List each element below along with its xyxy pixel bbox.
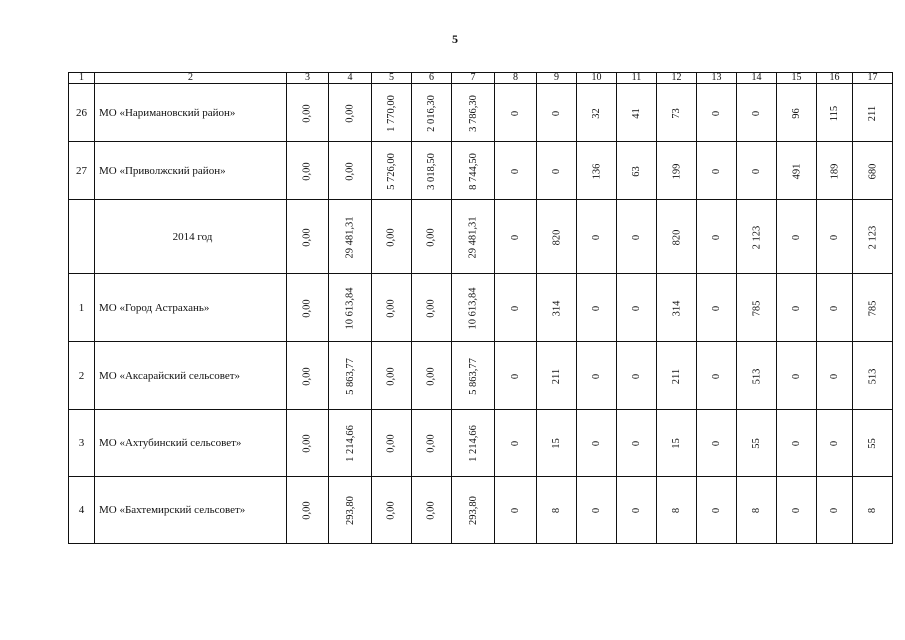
value-text: 0,00 bbox=[426, 227, 437, 247]
value-cell bbox=[777, 477, 817, 544]
value-cell bbox=[577, 200, 617, 274]
value-cell bbox=[452, 142, 495, 200]
value-cell bbox=[697, 477, 737, 544]
value-text: 0,00 bbox=[344, 103, 356, 123]
value-cell bbox=[329, 274, 372, 342]
value-cell bbox=[577, 84, 617, 142]
value-cell bbox=[452, 84, 495, 142]
value-cell bbox=[537, 342, 577, 410]
value-text: 5 863,77 bbox=[344, 357, 356, 395]
value-text: 0,00 bbox=[302, 366, 313, 386]
header-cell: 2 bbox=[95, 73, 287, 84]
value-cell bbox=[617, 142, 657, 200]
value-text: 15 bbox=[671, 438, 682, 449]
value-cell bbox=[853, 84, 893, 142]
value-text: 0,00 bbox=[386, 227, 397, 247]
value-text: 680 bbox=[867, 163, 878, 179]
value-text: 0 bbox=[711, 168, 722, 174]
value-cell bbox=[697, 142, 737, 200]
value-text: 0,00 bbox=[344, 161, 356, 181]
header-cell: 15 bbox=[777, 73, 817, 84]
value-cell bbox=[372, 274, 412, 342]
value-cell bbox=[657, 342, 697, 410]
value-text: 2 123 bbox=[867, 225, 878, 249]
value-cell bbox=[577, 410, 617, 477]
value-cell bbox=[452, 200, 495, 274]
value-cell bbox=[777, 84, 817, 142]
value-cell bbox=[329, 477, 372, 544]
value-cell bbox=[817, 477, 853, 544]
value-cell bbox=[657, 142, 697, 200]
value-cell bbox=[495, 142, 537, 200]
value-cell bbox=[853, 200, 893, 274]
value-text: 8 bbox=[751, 507, 762, 514]
value-text: 8 bbox=[671, 507, 682, 514]
row-number-cell: 27 bbox=[69, 142, 95, 200]
value-cell bbox=[617, 200, 657, 274]
value-cell bbox=[537, 274, 577, 342]
value-text: 73 bbox=[671, 107, 682, 119]
value-cell bbox=[372, 477, 412, 544]
value-text: 0 bbox=[591, 234, 602, 240]
value-text: 63 bbox=[631, 165, 642, 177]
value-text: 0 bbox=[711, 110, 722, 116]
value-text: 3 786,30 bbox=[467, 94, 479, 132]
row-number-cell bbox=[69, 200, 95, 274]
value-cell bbox=[853, 477, 893, 544]
value-text: 55 bbox=[751, 438, 762, 449]
value-text: 0,00 bbox=[302, 501, 313, 520]
value-cell bbox=[853, 410, 893, 477]
header-cell: 1 bbox=[69, 73, 95, 84]
value-cell bbox=[737, 84, 777, 142]
value-cell bbox=[737, 274, 777, 342]
table-row bbox=[69, 84, 893, 142]
value-cell bbox=[452, 410, 495, 477]
value-text: 8 bbox=[551, 507, 562, 514]
value-text: 0 bbox=[510, 110, 521, 116]
header-cell: 12 bbox=[657, 73, 697, 84]
value-text: 0 bbox=[791, 234, 802, 240]
value-text: 29 481,31 bbox=[344, 216, 356, 258]
value-text: 96 bbox=[791, 107, 802, 119]
value-cell bbox=[412, 200, 452, 274]
value-cell bbox=[657, 274, 697, 342]
value-cell bbox=[412, 410, 452, 477]
value-cell bbox=[577, 274, 617, 342]
row-number-cell: 26 bbox=[69, 84, 95, 142]
value-cell bbox=[697, 342, 737, 410]
value-text: 0 bbox=[591, 373, 602, 379]
value-text: 0,00 bbox=[302, 227, 313, 247]
header-cell: 4 bbox=[329, 73, 372, 84]
value-cell bbox=[817, 142, 853, 200]
value-cell bbox=[452, 342, 495, 410]
value-text: 820 bbox=[551, 229, 562, 245]
value-cell bbox=[657, 84, 697, 142]
municipality-name-cell: 2014 год bbox=[95, 200, 287, 274]
municipality-name-cell: МО «Приволжский район» bbox=[95, 142, 287, 200]
value-cell bbox=[372, 200, 412, 274]
value-text: 55 bbox=[867, 438, 878, 449]
value-text: 785 bbox=[867, 300, 878, 316]
value-cell bbox=[412, 142, 452, 200]
value-text: 1 214,66 bbox=[467, 425, 479, 462]
value-cell bbox=[777, 274, 817, 342]
value-text: 0 bbox=[791, 440, 802, 447]
value-text: 0 bbox=[631, 234, 642, 240]
value-cell bbox=[657, 477, 697, 544]
value-cell bbox=[329, 410, 372, 477]
value-cell bbox=[817, 342, 853, 410]
value-cell bbox=[617, 84, 657, 142]
value-text: 0 bbox=[551, 168, 562, 174]
value-text: 0 bbox=[751, 110, 762, 116]
table-row bbox=[69, 200, 893, 274]
value-cell bbox=[697, 274, 737, 342]
value-cell bbox=[657, 200, 697, 274]
value-text: 199 bbox=[671, 163, 682, 179]
row-number-cell: 3 bbox=[69, 410, 95, 477]
value-text: 820 bbox=[671, 229, 682, 245]
value-text: 10 613,84 bbox=[344, 287, 356, 329]
value-cell bbox=[697, 84, 737, 142]
value-text: 0 bbox=[791, 507, 802, 514]
value-text: 785 bbox=[751, 300, 762, 316]
value-cell bbox=[412, 342, 452, 410]
value-cell bbox=[657, 410, 697, 477]
value-text: 0 bbox=[631, 507, 642, 514]
value-cell bbox=[537, 200, 577, 274]
value-text: 0,00 bbox=[386, 366, 397, 386]
value-text: 0 bbox=[510, 507, 521, 514]
header-cell: 14 bbox=[737, 73, 777, 84]
value-text: 5 863,77 bbox=[467, 357, 479, 395]
value-cell bbox=[697, 410, 737, 477]
municipality-name-cell: МО «Аксарайский сельсовет» bbox=[95, 342, 287, 410]
value-cell bbox=[537, 84, 577, 142]
value-text: 0 bbox=[711, 373, 722, 379]
value-text: 0,00 bbox=[386, 298, 397, 318]
table-row bbox=[69, 477, 893, 544]
value-cell bbox=[287, 342, 329, 410]
value-text: 513 bbox=[751, 368, 762, 384]
value-text: 0 bbox=[510, 234, 521, 240]
value-cell bbox=[537, 142, 577, 200]
value-cell bbox=[372, 142, 412, 200]
municipality-name-cell: МО «Бахтемирский сельсовет» bbox=[95, 477, 287, 544]
value-text: 0 bbox=[510, 168, 521, 174]
value-cell bbox=[329, 342, 372, 410]
row-number-cell: 2 bbox=[69, 342, 95, 410]
value-text: 0 bbox=[510, 440, 521, 447]
value-text: 0 bbox=[631, 305, 642, 311]
value-cell bbox=[495, 274, 537, 342]
value-text: 0 bbox=[829, 234, 840, 240]
header-cell: 13 bbox=[697, 73, 737, 84]
value-text: 0 bbox=[510, 373, 521, 379]
value-cell bbox=[329, 142, 372, 200]
value-text: 0,00 bbox=[426, 501, 437, 520]
value-text: 0 bbox=[829, 305, 840, 311]
value-text: 0 bbox=[591, 305, 602, 311]
value-text: 491 bbox=[791, 163, 802, 179]
header-cell: 3 bbox=[287, 73, 329, 84]
value-text: 314 bbox=[671, 300, 682, 316]
column-number-row bbox=[69, 73, 893, 84]
value-text: 136 bbox=[591, 163, 602, 179]
value-cell bbox=[372, 342, 412, 410]
value-cell bbox=[329, 84, 372, 142]
value-text: 0 bbox=[631, 440, 642, 447]
value-text: 29 481,31 bbox=[467, 216, 479, 258]
value-text: 0,00 bbox=[426, 366, 437, 386]
value-cell bbox=[617, 342, 657, 410]
row-number-cell: 4 bbox=[69, 477, 95, 544]
value-cell bbox=[737, 410, 777, 477]
header-cell: 11 bbox=[617, 73, 657, 84]
header-cell: 10 bbox=[577, 73, 617, 84]
value-text: 211 bbox=[867, 105, 878, 121]
value-text: 0,00 bbox=[386, 434, 397, 453]
value-text: 0,00 bbox=[426, 434, 437, 453]
value-text: 10 613,84 bbox=[467, 287, 479, 329]
value-text: 0,00 bbox=[302, 434, 313, 453]
value-cell bbox=[737, 200, 777, 274]
value-cell bbox=[737, 477, 777, 544]
value-cell bbox=[817, 84, 853, 142]
value-text: 0 bbox=[711, 305, 722, 311]
municipality-name-cell: МО «Наримановский район» bbox=[95, 84, 287, 142]
value-text: 0 bbox=[631, 373, 642, 379]
value-cell bbox=[737, 142, 777, 200]
value-text: 211 bbox=[671, 368, 682, 384]
header-cell: 9 bbox=[537, 73, 577, 84]
value-cell bbox=[617, 274, 657, 342]
value-cell bbox=[495, 84, 537, 142]
header-cell: 7 bbox=[452, 73, 495, 84]
data-table bbox=[68, 72, 893, 544]
value-cell bbox=[737, 342, 777, 410]
value-cell bbox=[777, 410, 817, 477]
value-text: 0 bbox=[751, 168, 762, 174]
value-cell bbox=[452, 477, 495, 544]
value-text: 0,00 bbox=[386, 501, 397, 520]
value-text: 0 bbox=[711, 234, 722, 240]
value-cell bbox=[412, 477, 452, 544]
value-text: 41 bbox=[631, 107, 642, 119]
value-cell bbox=[853, 342, 893, 410]
value-cell bbox=[577, 142, 617, 200]
value-cell bbox=[287, 142, 329, 200]
value-text: 314 bbox=[551, 300, 562, 316]
value-cell bbox=[617, 477, 657, 544]
value-text: 189 bbox=[829, 163, 840, 179]
value-text: 1 770,00 bbox=[386, 94, 397, 132]
value-text: 3 018,50 bbox=[426, 152, 437, 190]
table-row bbox=[69, 274, 893, 342]
value-cell bbox=[372, 84, 412, 142]
value-cell bbox=[817, 200, 853, 274]
value-cell bbox=[452, 274, 495, 342]
value-text: 293,80 bbox=[467, 496, 479, 525]
row-number-cell: 1 bbox=[69, 274, 95, 342]
value-text: 0 bbox=[711, 507, 722, 514]
value-text: 0 bbox=[829, 373, 840, 379]
value-cell bbox=[537, 477, 577, 544]
value-text: 0 bbox=[510, 305, 521, 311]
value-cell bbox=[372, 410, 412, 477]
value-text: 2 123 bbox=[751, 225, 762, 249]
value-cell bbox=[287, 200, 329, 274]
value-cell bbox=[817, 410, 853, 477]
value-text: 15 bbox=[551, 438, 562, 449]
value-text: 0,00 bbox=[302, 103, 313, 123]
value-text: 0 bbox=[829, 440, 840, 447]
value-cell bbox=[412, 84, 452, 142]
header-cell: 16 bbox=[817, 73, 853, 84]
value-cell bbox=[495, 342, 537, 410]
value-text: 115 bbox=[829, 105, 840, 121]
municipality-name-cell: МО «Город Астрахань» bbox=[95, 274, 287, 342]
value-text: 0 bbox=[551, 110, 562, 116]
municipality-name-cell: МО «Ахтубинский сельсовет» bbox=[95, 410, 287, 477]
value-text: 0 bbox=[829, 507, 840, 514]
value-cell bbox=[577, 477, 617, 544]
value-text: 0 bbox=[591, 507, 602, 514]
header-cell: 8 bbox=[495, 73, 537, 84]
value-text: 0 bbox=[711, 440, 722, 447]
table-row bbox=[69, 342, 893, 410]
value-cell bbox=[777, 200, 817, 274]
value-text: 2 016,30 bbox=[426, 94, 437, 132]
value-text: 0,00 bbox=[302, 161, 313, 181]
value-cell bbox=[495, 410, 537, 477]
value-cell bbox=[287, 477, 329, 544]
value-cell bbox=[817, 274, 853, 342]
value-text: 0 bbox=[591, 440, 602, 447]
table-row bbox=[69, 142, 893, 200]
value-cell bbox=[537, 410, 577, 477]
value-text: 8 744,50 bbox=[467, 152, 479, 190]
value-cell bbox=[777, 342, 817, 410]
value-cell bbox=[412, 274, 452, 342]
value-cell bbox=[495, 477, 537, 544]
value-text: 293,80 bbox=[344, 496, 356, 525]
value-cell bbox=[853, 142, 893, 200]
value-text: 32 bbox=[591, 107, 602, 119]
value-text: 211 bbox=[551, 368, 562, 384]
header-cell: 17 bbox=[853, 73, 893, 84]
value-cell bbox=[495, 200, 537, 274]
value-text: 0 bbox=[791, 373, 802, 379]
value-cell bbox=[287, 84, 329, 142]
value-cell bbox=[577, 342, 617, 410]
header-cell: 6 bbox=[412, 73, 452, 84]
value-text: 5 726,00 bbox=[386, 152, 397, 190]
value-cell bbox=[853, 274, 893, 342]
value-cell bbox=[777, 142, 817, 200]
value-cell bbox=[287, 274, 329, 342]
header-cell: 5 bbox=[372, 73, 412, 84]
value-cell bbox=[697, 200, 737, 274]
page-number: 5 bbox=[452, 32, 458, 46]
value-cell bbox=[287, 410, 329, 477]
value-cell bbox=[329, 200, 372, 274]
value-text: 8 bbox=[867, 507, 878, 514]
value-text: 0,00 bbox=[302, 298, 313, 318]
value-text: 0 bbox=[791, 305, 802, 311]
value-text: 1 214,66 bbox=[344, 425, 356, 462]
value-cell bbox=[617, 410, 657, 477]
value-text: 0,00 bbox=[426, 298, 437, 318]
value-text: 513 bbox=[867, 368, 878, 384]
table-row bbox=[69, 410, 893, 477]
